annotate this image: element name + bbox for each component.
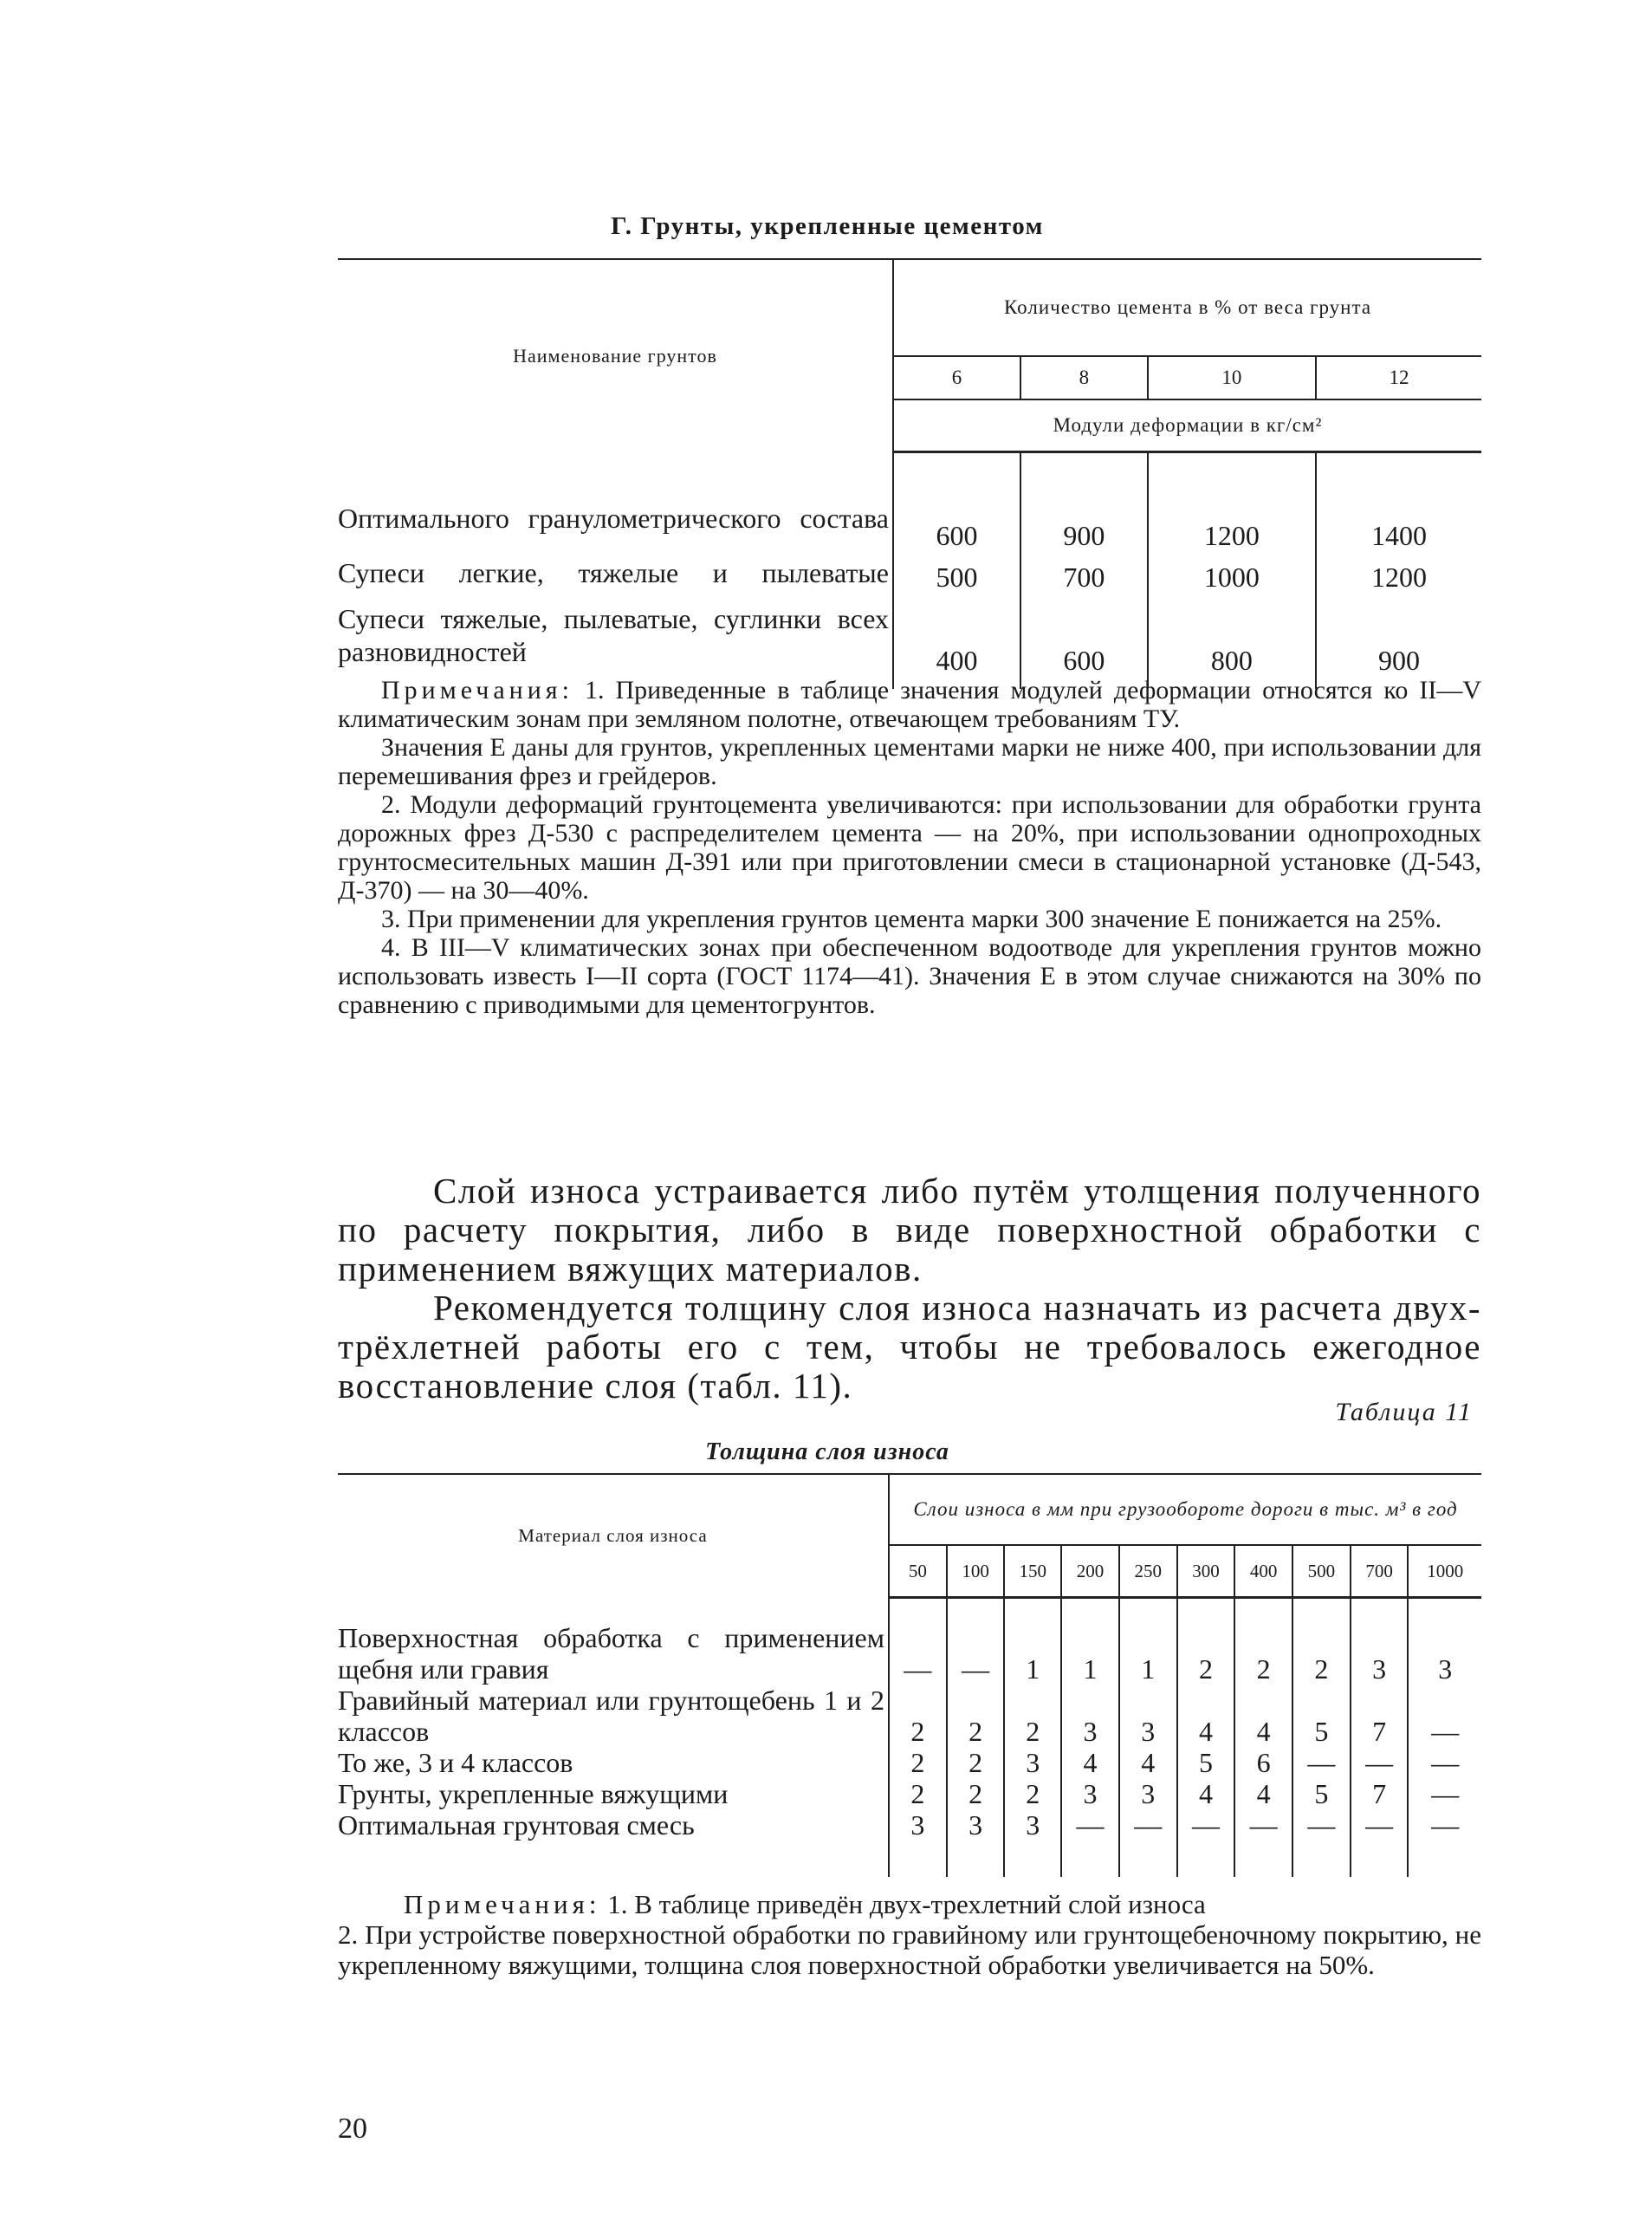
table-cell: 3	[910, 1808, 925, 1841]
table-g-name-header: Наименование грунтов	[338, 259, 893, 452]
table-cell: 600	[936, 520, 978, 551]
table-row	[338, 1778, 1481, 1809]
table-row	[338, 594, 1481, 689]
table-cell: 7	[1351, 1685, 1409, 1747]
table-row	[338, 452, 1481, 553]
note-2: 2. При устройстве поверхностной обработки по гравийному или грунтощебеночному покрытию, не укрепленному вяжущими, толщина слоя поверхностной обработки увеличивается на 50%.	[338, 1919, 1481, 1980]
table-11-col-header: 200	[1061, 1545, 1119, 1598]
table-g-col-header: 12	[1316, 356, 1481, 399]
table-cell: 4	[1177, 1685, 1235, 1747]
table-cell: —	[1119, 1809, 1177, 1877]
table-cell: 4	[1234, 1685, 1292, 1747]
table-cell: 2	[910, 1777, 925, 1809]
table-cell: 4	[1177, 1778, 1235, 1809]
table-cell: 1400	[1316, 452, 1481, 553]
table-cell: 3	[1004, 1809, 1061, 1877]
table-row	[338, 1598, 1481, 1685]
table-cell: 2	[1234, 1598, 1292, 1685]
table-cell: 2	[1177, 1598, 1235, 1685]
row-name: Оптимальная грунтовая смесь	[338, 1809, 889, 1877]
table-cell: 7	[1351, 1778, 1409, 1809]
table-g-notes	[338, 676, 1481, 1019]
table-cell: 2	[1292, 1598, 1351, 1685]
table-11-col-header: 1000	[1408, 1545, 1481, 1598]
table-cell: 2	[947, 1778, 1005, 1809]
table-cell: 4	[1234, 1778, 1292, 1809]
table-11-ref: Таблица 11	[1335, 1398, 1473, 1426]
table-cell: 600	[1020, 594, 1148, 689]
table-cell: 2	[947, 1685, 1005, 1747]
table-11-col-header: 400	[1234, 1545, 1292, 1598]
table-cell: 3	[1061, 1778, 1119, 1809]
note-1: 1. Приведенные в таблице значения модулей деформации относятся ко II—V климатическим зонам при земляном полотне, отвечающем требованиям ТУ.	[338, 676, 1481, 733]
table-cell: 2	[910, 1715, 925, 1747]
table-cell: 1	[1004, 1598, 1061, 1685]
paragraph: Слой износа устраивается либо путём утолщения полученного по расчету покрытия, либо в виде поверхностной обработки с применением вяжущих материалов.	[338, 1171, 1481, 1289]
table-11-top-header: Слои износа в мм при грузообороте дороги в тыс. м³ в год	[889, 1474, 1481, 1545]
table-cell: 5	[1292, 1778, 1351, 1809]
table-cell: —	[1292, 1747, 1351, 1778]
row-name: Оптимального гранулометрического состава	[338, 452, 893, 553]
table-cell: 1000	[1148, 552, 1316, 594]
table-11-col-header: 50	[889, 1545, 947, 1598]
table-cell: 3	[947, 1809, 1005, 1877]
table-cell: —	[1177, 1809, 1235, 1877]
row-name: То же, 3 и 4 классов	[338, 1747, 889, 1778]
table-g-top-header: Количество цемента в % от веса грунта	[893, 259, 1481, 356]
table-row	[338, 552, 1481, 594]
table-cell: 2	[1004, 1778, 1061, 1809]
table-11-title: Толщина слоя износа	[705, 1438, 949, 1465]
table-cell: 500	[936, 562, 978, 593]
table-cell: —	[1408, 1778, 1481, 1809]
table-cell: 3	[1061, 1685, 1119, 1747]
table-cell: —	[1408, 1685, 1481, 1747]
table-11-col-header: 700	[1351, 1545, 1409, 1598]
notes-label: Примечания:	[381, 676, 573, 704]
table-11-col-header: 300	[1177, 1545, 1235, 1598]
table-cell: 4	[1119, 1747, 1177, 1778]
table-11-col-header: 250	[1119, 1545, 1177, 1598]
table-cell: 5	[1292, 1685, 1351, 1747]
row-name: Поверхностная обработка с применением щебня или гравия	[338, 1598, 889, 1685]
table-g-title: Г. Грунты, укрепленные цементом	[611, 212, 1044, 240]
table-cell: 2	[1004, 1685, 1061, 1747]
table-cell: 6	[1234, 1747, 1292, 1778]
row-name: Супеси легкие, тяжелые и пылеватые	[338, 552, 893, 594]
table-cell: —	[947, 1598, 1005, 1685]
table-cell: 4	[1061, 1747, 1119, 1778]
note-1: 1. В таблице приведён двух-трехлетний слой износа	[607, 1889, 1206, 1919]
table-cell: 1	[1061, 1598, 1119, 1685]
table-cell: 3	[1408, 1598, 1481, 1685]
table-cell: 3	[1119, 1685, 1177, 1747]
table-cell: 3	[1004, 1747, 1061, 1778]
table-g-col-header: 10	[1148, 356, 1316, 399]
paragraph: Рекомендуется толщину слоя износа назначать из расчета двух-трёхлетней работы его с тем, чтобы не требовалось ежегодное восстановление слоя (табл. 11).	[338, 1288, 1481, 1406]
table-cell: —	[1351, 1747, 1409, 1778]
table-cell: 3	[1351, 1598, 1409, 1685]
table-cell: —	[1408, 1809, 1481, 1877]
table-cell: 1	[1119, 1598, 1177, 1685]
table-row	[338, 1809, 1481, 1877]
table-cell: —	[904, 1652, 932, 1685]
table-row	[338, 1747, 1481, 1778]
note-1b: Значения Е даны для грунтов, укрепленных цементами марки не ниже 400, при использовании для перемешивания фрез и грейдеров.	[338, 733, 1481, 790]
table-g-sub-header: Модули деформации в кг/см²	[893, 399, 1481, 452]
table-cell: 800	[1148, 594, 1316, 689]
table-cell: —	[1234, 1809, 1292, 1877]
table-cell: 1200	[1148, 452, 1316, 553]
table-cell: —	[1408, 1747, 1481, 1778]
table-g-col-header: 6	[893, 356, 1020, 399]
table-cell: 5	[1177, 1747, 1235, 1778]
row-name: Супеси тяжелые, пылеватые, суглинки всех разновидностей	[338, 594, 893, 689]
table-cell: 1200	[1316, 552, 1481, 594]
table-g-col-header: 8	[1020, 356, 1148, 399]
table-cell: 2	[947, 1747, 1005, 1778]
body-text	[338, 1172, 1481, 1406]
table-cell: 900	[1316, 594, 1481, 689]
note-4: 4. В III—V климатических зонах при обеспеченном водоотводе для укрепления грунтов можно использовать известь I—II сорта (ГОСТ 1174—41). Значения Е в этом случае снижаются на 30% по сравнению с приводимыми для цементогрунтов.	[338, 933, 1481, 1019]
table-cell: 400	[936, 645, 978, 676]
table-cell: 3	[1119, 1778, 1177, 1809]
table-cell: 700	[1020, 552, 1148, 594]
table-cell: —	[1061, 1809, 1119, 1877]
table-cell: 2	[910, 1746, 925, 1778]
row-name: Грунты, укрепленные вяжущими	[338, 1778, 889, 1809]
row-name: Гравийный материал или грунтощебень 1 и 2 классов	[338, 1685, 889, 1747]
note-3: 3. При применении для укрепления грунтов цемента марки 300 значение Е понижается на 25%.	[381, 905, 1442, 933]
notes-label: Примечания:	[404, 1889, 601, 1919]
page-number: 20	[338, 2113, 367, 2145]
table-11-col-header: 150	[1004, 1545, 1061, 1598]
table-cell: —	[1292, 1809, 1351, 1877]
table-row	[338, 1685, 1481, 1747]
table-11-name-header: Материал слоя износа	[338, 1474, 889, 1598]
table-11	[338, 1473, 1481, 1877]
table-cell: 900	[1020, 452, 1148, 553]
table-g	[338, 258, 1481, 689]
table-11-col-header: 500	[1292, 1545, 1351, 1598]
note-2: 2. Модули деформаций грунтоцемента увеличиваются: при использовании для обработки грунта дорожных фрез Д-530 с распределителем цемента — на 20%, при использовании однопроходных грунтосмесительных машин Д-391 или при приготовлении смеси в стационарной установке (Д-543, Д-370) — на 30—40%.	[338, 790, 1481, 905]
table-11-notes	[338, 1889, 1481, 1980]
table-11-col-header: 100	[947, 1545, 1005, 1598]
table-cell: —	[1351, 1809, 1409, 1877]
